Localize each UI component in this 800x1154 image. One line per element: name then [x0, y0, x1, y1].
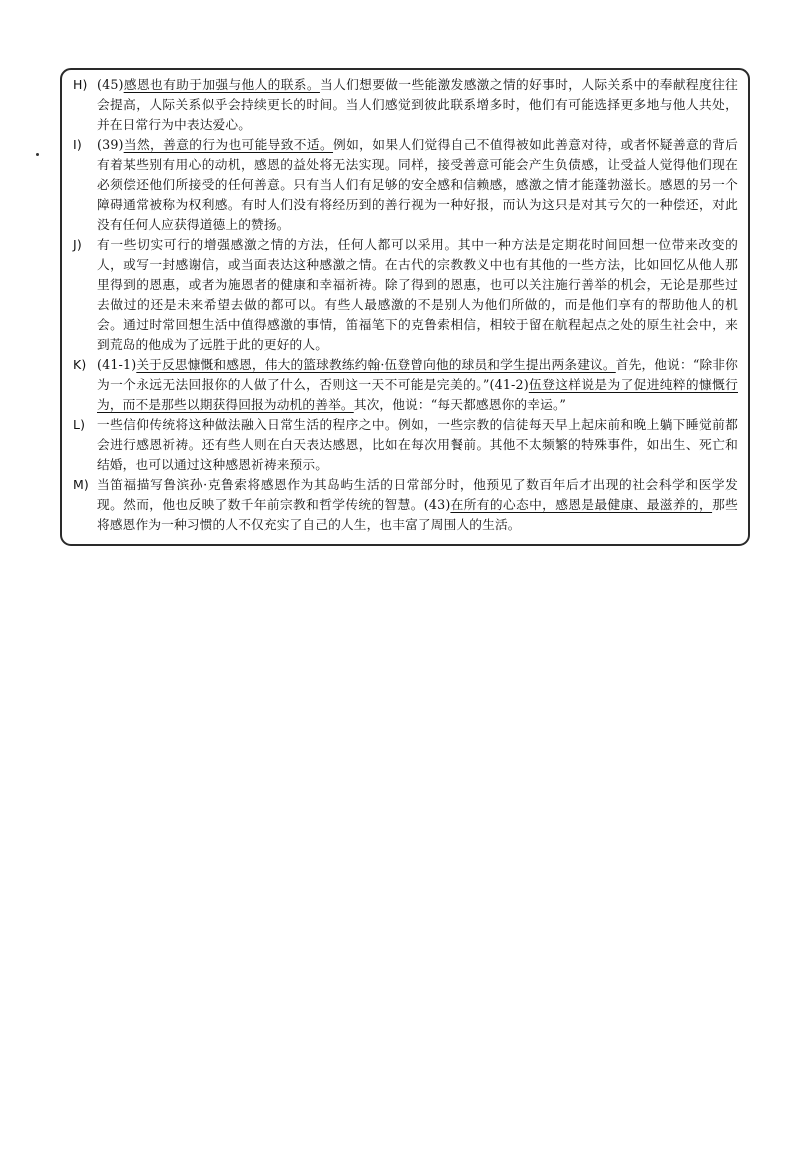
stray-margin-mark: [36, 153, 39, 156]
underlined-answer-sentence: 关于反思慷慨和感恩，伟大的篮球教练约翰·伍登曾向他的球员和学生提出两条建议。: [136, 357, 616, 372]
paragraph-letter: M): [73, 477, 89, 492]
underlined-answer-sentence: 当然，善意的行为也可能导致不适。: [123, 137, 334, 152]
paragraph-text: 其次，他说：“每天都感恩你的幸运。”: [353, 397, 567, 412]
underlined-answer-sentence: 伍登这样说是为了促进纯粹的慷慨行为，而不是那些以期获得回报为动机的善举。: [97, 377, 738, 412]
paragraph-m: [73, 475, 738, 535]
passage-box: [60, 68, 750, 546]
paragraph-letter: K): [73, 357, 87, 372]
question-number: (41-1): [97, 357, 137, 372]
question-number: (39): [97, 137, 124, 152]
paragraph-l: [73, 415, 738, 475]
paragraph-text: 当笛福描写鲁滨孙·克鲁索将感恩作为其岛屿生活的日常部分时，他预见了数百年后才出现的社会科学和医学发现。然而，他也反映了数千年前宗教和哲学传统的智慧。(43): [97, 477, 738, 512]
paragraph-text: 那些将感恩作为一种习惯的人不仅充实了自己的人生，也丰富了周围人的生活。: [97, 497, 738, 532]
paragraph-letter: J): [73, 237, 82, 252]
paragraph-text: 有一些切实可行的增强感激之情的方法，任何人都可以采用。其中一种方法是定期花时间回想一位带来改变的人，或写一封感谢信，或当面表达这种感激之情。在古代的宗教教义中也有其他的一些方法，比如回忆从他人那里得到的恩惠，或者为施恩者的健康和幸福祈祷。除了得到的恩惠，也可以关注施行善举的机会，无论是那些过去做过的还是未来希望去做的都可以。有些人最感激的不是别人为他们所做的，而是他们享有的帮助他人的机会。通过时常回想生活中值得感激的事情，笛福笔下的克鲁索相信，相较于留在航程起点之处的原生社会中，来到荒岛的他成为了远胜于此的更好的人。: [97, 237, 738, 352]
paragraph-text: 首先，他说：“除非你为一个永远无法回报你的人做了什么，否则这一天不可能是完美的。”(41-2): [97, 357, 738, 392]
paragraph-letter: H): [73, 77, 88, 92]
paragraph-i: [73, 135, 738, 235]
paragraph-h: [73, 75, 738, 135]
paragraph-k: [73, 355, 738, 415]
underlined-answer-sentence: 感恩也有助于加强与他人的联系。: [123, 77, 320, 92]
paragraph-text: 例如，如果人们觉得自己不值得被如此善意对待，或者怀疑善意的背后有着某些别有用心的动机，感恩的益处将无法实现。同样，接受善意可能会产生负债感，让受益人觉得他们现在必须偿还他们所接受的任何善意。只有当人们有足够的安全感和信赖感，感激之情才能蓬勃滋长。感恩的另一个障碍通常被称为权利感。有时人们没有将经历到的善行视为一种好报，而认为这只是对其亏欠的一种偿还，对此没有任何人应获得道德上的赞扬。: [97, 137, 738, 232]
paragraph-text: 一些信仰传统将这种做法融入日常生活的程序之中。例如，一些宗教的信徒每天早上起床前和晚上躺下睡觉前都会进行感恩祈祷。还有些人则在白天表达感恩，比如在每次用餐前。其他不太频繁的特殊事件，如出生、死亡和结婚，也可以通过这种感恩祈祷来预示。: [97, 417, 738, 472]
paragraph-letter: I): [73, 137, 82, 152]
paragraph-text: 当人们想要做一些能激发感激之情的好事时，人际关系中的奉献程度往往会提高，人际关系似乎会持续更长的时间。当人们感觉到彼此联系增多时，他们有可能选择更多地与他人共处，并在日常行为中表达爱心。: [97, 77, 738, 132]
underlined-answer-sentence: 在所有的心态中，感恩是最健康、最滋养的，: [450, 497, 713, 512]
paragraph-letter: L): [73, 417, 86, 432]
paragraph-j: [73, 235, 738, 355]
question-number: (45): [97, 77, 124, 92]
